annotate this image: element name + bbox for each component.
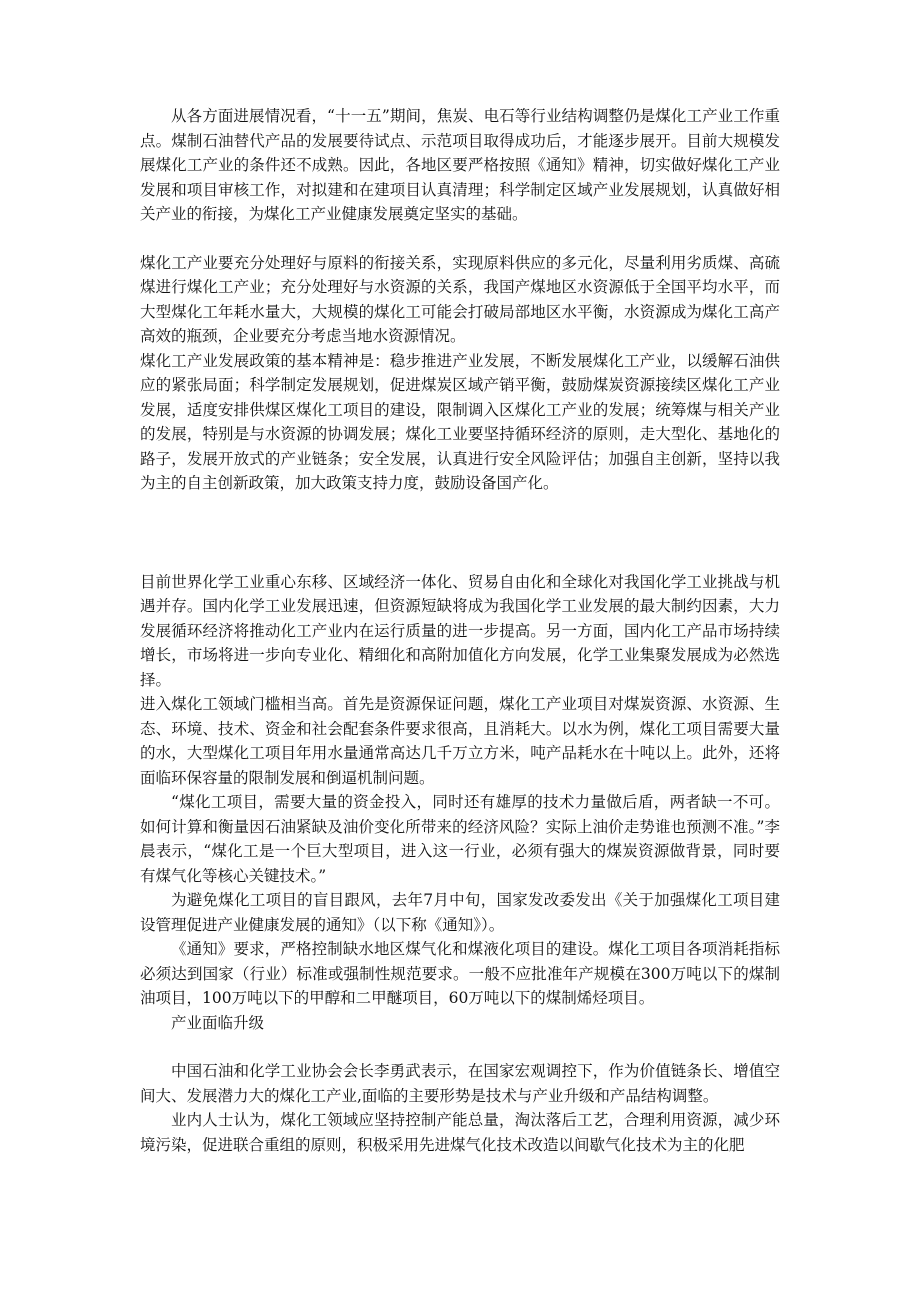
section-heading: 产业面临升级 (171, 1013, 265, 1032)
paragraph-4: 目前世界化学工业重心东移、区域经济一体化、贸易自由化和全球化对我国化学工业挑战与机遇并存。国内化学工业发展迅速，但资源短缺将成为我国化学工业发展的最大制约因素，大力发展循环经济将推动化工产业内在运行质量的进一步提高。另一方面，国内化工产品市场持续增长，市场将进一步向专业化、精细化和高附加值化方向发展，化学工业集聚发展成为必然选择。 (140, 572, 780, 689)
document-page (140, 104, 780, 1157)
paragraph-5: 进入煤化工领域门槛相当高。首先是资源保证问题，煤化工产业项目对煤炭资源、水资源、生态、环境、技术、资金和社会配套条件要求很高，且消耗大。以水为例，煤化工项目需要大量的水，大型煤化工项目年用水量通常高达几千万立方米，吨产品耗水在十吨以上。此外，还将面临环保容量的限制发展和倒逼机制问题。 (140, 695, 780, 787)
paragraph-2: 煤化工产业要充分处理好与原料的衔接关系，实现原料供应的多元化，尽量利用劣质煤、高硫煤进行煤化工产业；充分处理好与水资源的关系，我国产煤地区水资源低于全国平均水平，而大型煤化工年耗水量大，大规模的煤化工可能会打破局部地区水平衡，水资源成为煤化工高产高效的瓶颈，企业要充分考虑当地水资源情况。 (140, 253, 780, 345)
spacer (140, 1035, 780, 1059)
spacer (140, 496, 780, 570)
paragraph-10: 业内人士认为，煤化工领域应坚持控制产能总量，淘汰落后工艺，合理利用资源，减少环境污染，促进联合重组的原则，积极采用先进煤气化技术改造以间歇气化技术为主的化肥 (140, 1111, 780, 1154)
paragraph-3: 煤化工产业发展政策的基本精神是：稳步推进产业发展，不断发展煤化工产业，以缓解石油供应的紧张局面；科学制定发展规划，促进煤炭区域产销平衡，鼓励煤炭资源接续区煤化工产业发展，适度安排供煤区煤化工项目的建设，限制调入区煤化工产业的发展；统筹煤与相关产业的发展，特别是与水资源的协调发展；煤化工业要坚持循环经济的原则，走大型化、基地化的路子，发展开放式的产业链条；安全发展，认真进行安全风险评估；加强自主创新，坚持以我为主的自主创新政策，加大政策支持力度，鼓励设备国产化。 (140, 351, 780, 492)
paragraph-8: 《通知》要求，严格控制缺水地区煤气化和煤液化项目的建设。煤化工项目各项消耗指标必须达到国家（行业）标准或强制性规范要求。一般不应批准年产规模在300万吨以下的煤制油项目，100万吨以下的甲醇和二甲醚项目，60万吨以下的煤制烯烃项目。 (140, 940, 780, 1007)
spacer (140, 227, 780, 251)
paragraph-7: 为避免煤化工项目的盲目跟风，去年7月中旬，国家发改委发出《关于加强煤化工项目建设管理促进产业健康发展的通知》（以下称《通知》）。 (140, 891, 780, 934)
paragraph-6: “煤化工项目，需要大量的资金投入，同时还有雄厚的技术力量做后盾，两者缺一不可。如何计算和衡量因石油紧缺及油价变化所带来的经济风险？实际上油价走势谁也预测不准。”李晨表示，“煤化工是一个巨大型项目，进入这一行业，必须有强大的煤炭资源做背景，同时要有煤气化等核心关键技术。” (140, 793, 780, 885)
paragraph-1: 从各方面进展情况看，“十一五”期间，焦炭、电石等行业结构调整仍是煤化工产业工作重点。煤制石油替代产品的发展要待试点、示范项目取得成功后，才能逐步展开。目前大规模发展煤化工产业的条件还不成熟。因此，各地区要严格按照《通知》精神，切实做好煤化工产业发展和项目审核工作，对拟建和在建项目认真清理；科学制定区域产业发展规划，认真做好相关产业的衔接，为煤化工产业健康发展奠定坚实的基础。 (140, 107, 780, 223)
paragraph-9: 中国石油和化学工业协会会长李勇武表示，在国家宏观调控下，作为价值链条长、增值空间大、发展潜力大的煤化工产业,面临的主要形势是技术与产业升级和产品结构调整。 (140, 1062, 780, 1105)
